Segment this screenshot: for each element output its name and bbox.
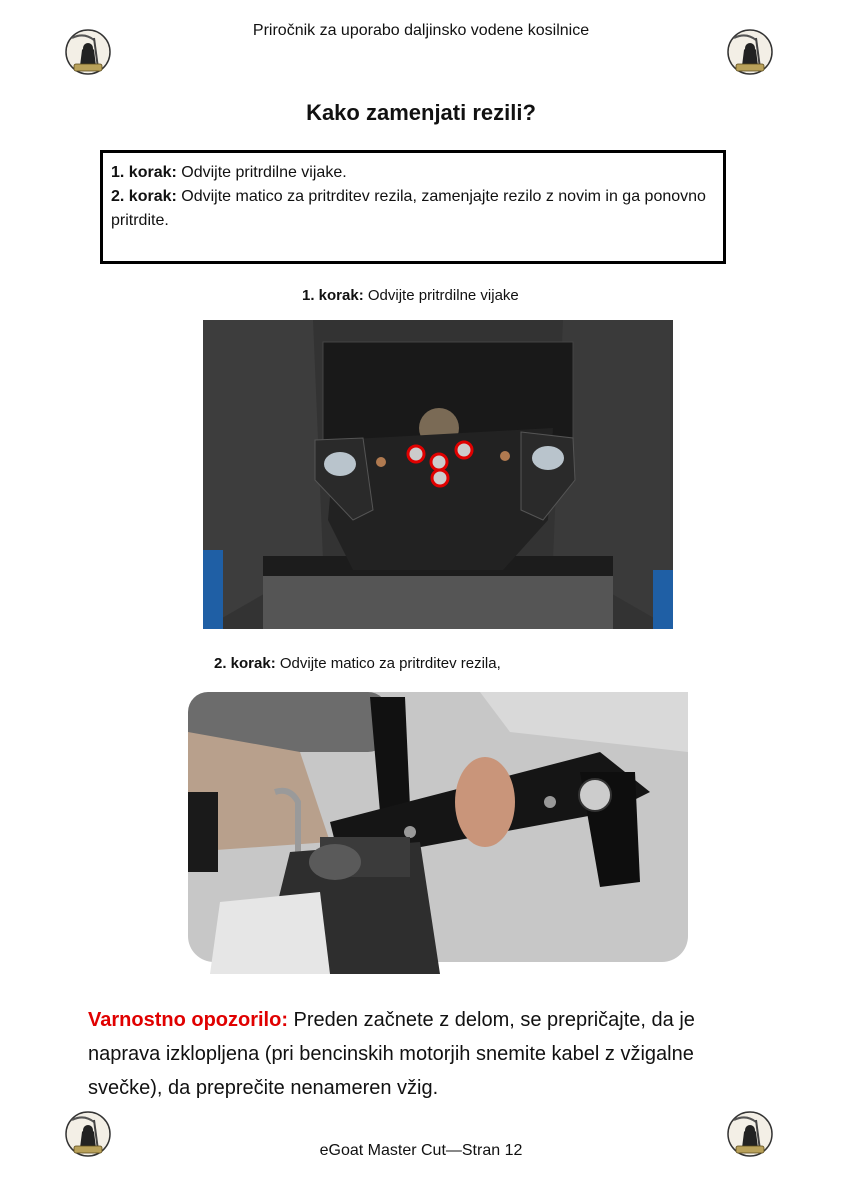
step-1-label: 1. korak: [111,164,177,181]
footer-text: eGoat Master Cut—Stran 12 [319,1142,523,1159]
safety-warning-lead: Varnostno opozorilo: [88,1009,288,1031]
safety-warning-text: Preden začnete z delom, se prepričajte, da je naprava izklopljena (pri bencinskih motorjih snemite kabel z vžigalne svečke), da preprečite nenameren vžig. [88,1009,695,1099]
step-1-text: Odvijte pritrdilne vijake. [176,164,347,181]
steps-box [100,150,726,264]
caption-step-2-label: 2. korak: [214,655,276,672]
goat-reaper-logo-icon [64,28,112,76]
caption-step-2-text: Odvijte matico za pritrditev rezila, [275,655,501,672]
photo-mower-underside [203,320,673,629]
step-1-line [111,161,715,185]
caption-step-1-text: Odvijte pritrdilne vijake [363,287,519,304]
header-title: Priročnik za uporabo daljinsko vodene kosilnice [252,22,590,39]
step-2-line [111,185,715,233]
step-2-label: 2. korak: [111,188,177,205]
caption-step-1 [302,287,519,304]
step-2-text: Odvijte matico za pritrditev rezila, zamenjajte rezilo z novim in ga ponovno pritrdite. [111,188,706,229]
photo-blade-removal [180,692,689,974]
caption-step-1-label: 1. korak: [302,287,364,304]
page-heading: Kako zamenjati rezili? [306,100,536,125]
goat-reaper-logo-icon [726,28,774,76]
caption-step-2 [214,655,501,672]
safety-warning [88,1003,768,1105]
